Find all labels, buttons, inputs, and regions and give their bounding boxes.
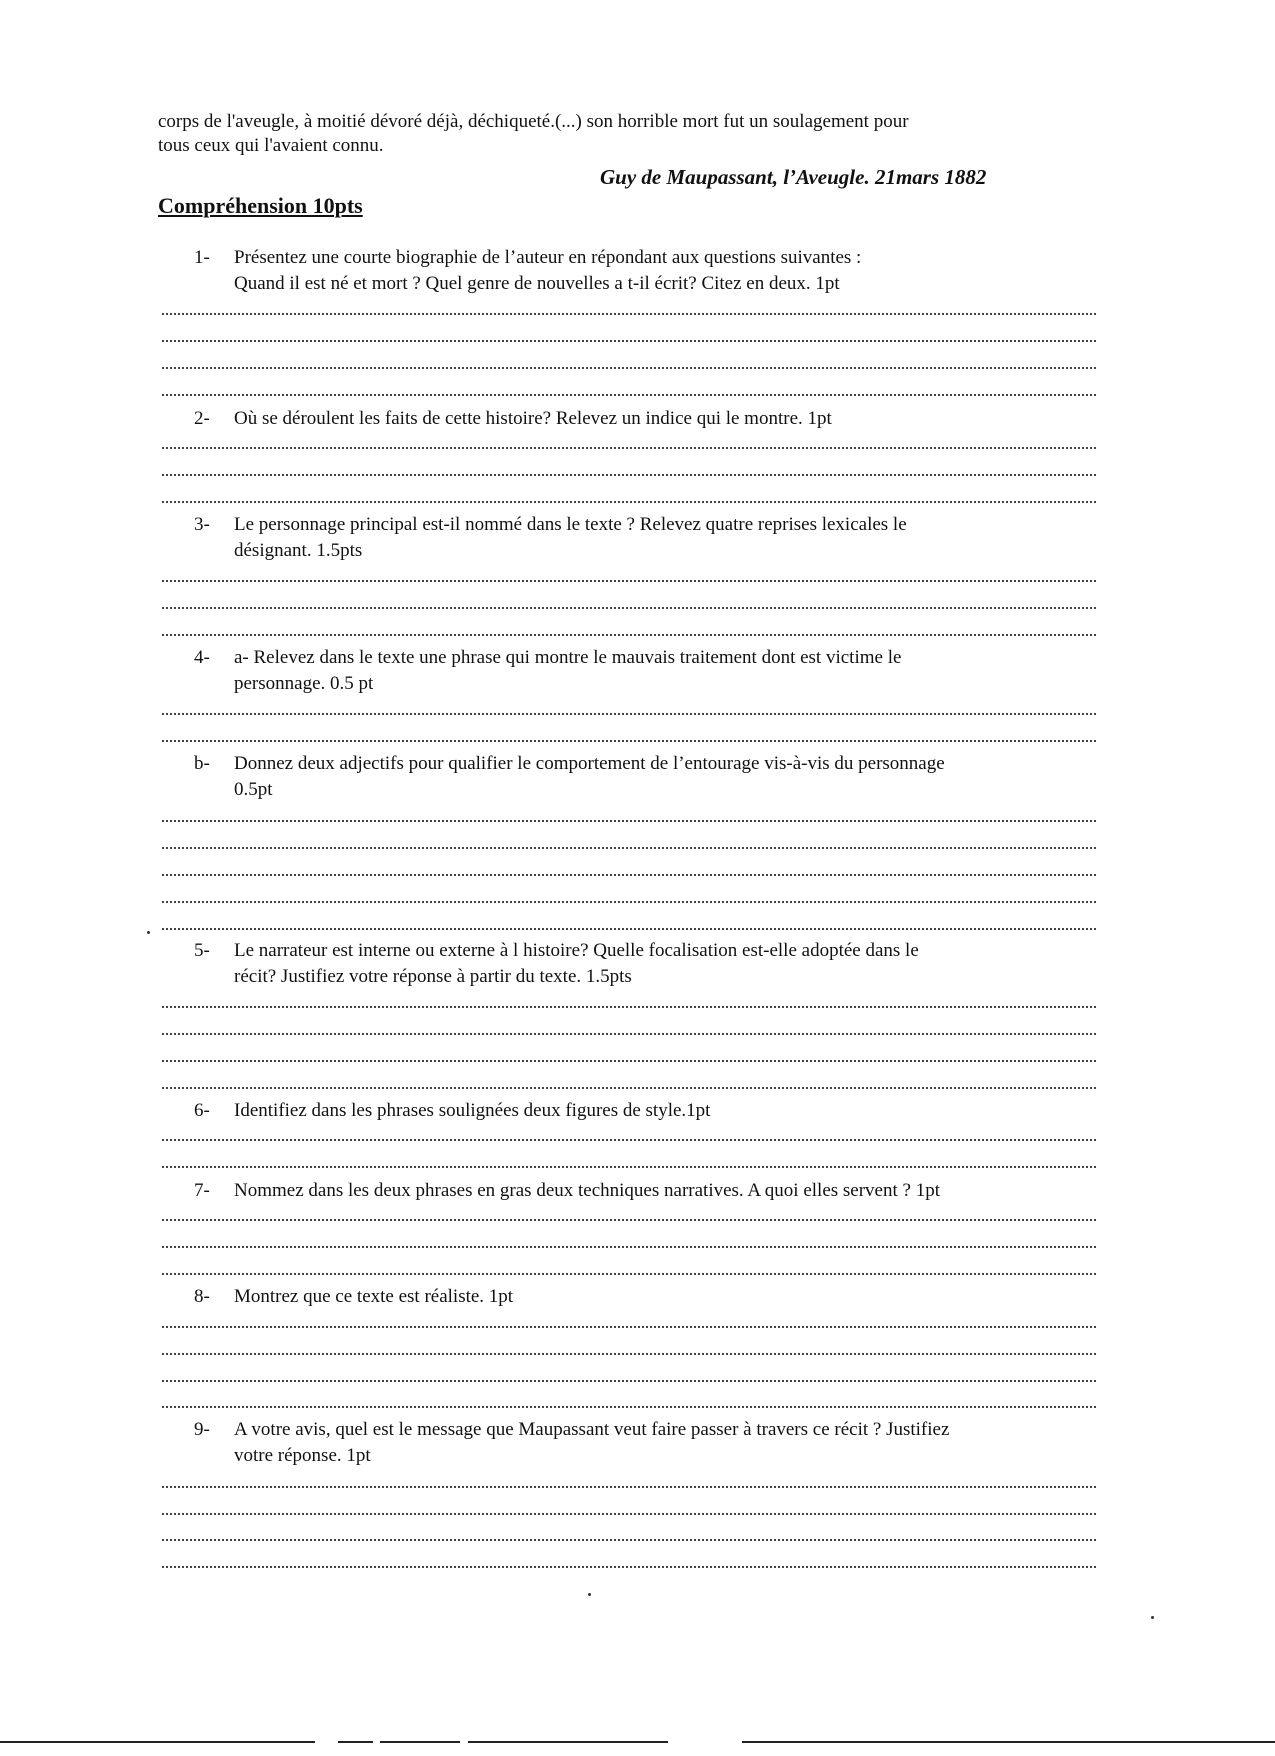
question-line: Présentez une courte biographie de l’auteur en répondant aux questions suivantes : xyxy=(234,247,862,268)
answer-line[interactable] xyxy=(162,607,1096,609)
answer-line[interactable] xyxy=(162,501,1096,503)
question-number: 7- xyxy=(194,1180,210,1201)
answer-line[interactable] xyxy=(162,340,1096,342)
answer-line[interactable] xyxy=(162,394,1096,396)
bottom-rule xyxy=(742,1741,1275,1743)
question-3 xyxy=(194,512,1104,564)
answer-line[interactable] xyxy=(162,1486,1096,1488)
question-9 xyxy=(194,1417,1104,1469)
question-number: 9- xyxy=(194,1419,210,1440)
citation: Guy de Maupassant, l’Aveugle. 21mars 1882 xyxy=(600,165,987,189)
answer-line[interactable] xyxy=(162,1566,1096,1568)
answer-line[interactable] xyxy=(162,1139,1096,1141)
question-line: Quand il est né et mort ? Quel genre de nouvelles a t-il écrit? Citez en deux. 1pt xyxy=(234,273,840,294)
answer-line[interactable] xyxy=(162,713,1096,715)
question-number: 6- xyxy=(194,1100,210,1121)
question-number: b- xyxy=(194,753,210,774)
answer-line[interactable] xyxy=(162,740,1096,742)
answer-line[interactable] xyxy=(162,580,1096,582)
scan-speck xyxy=(147,931,150,934)
question-number: 2- xyxy=(194,408,210,429)
question-line: a- Relevez dans le texte une phrase qui montre le mauvais traitement dont est victime le xyxy=(234,647,902,668)
question-2 xyxy=(194,406,1104,432)
question-number: 8- xyxy=(194,1286,210,1307)
answer-line[interactable] xyxy=(162,1033,1096,1035)
answer-line[interactable] xyxy=(162,1219,1096,1221)
answer-line[interactable] xyxy=(162,1087,1096,1089)
answer-line[interactable] xyxy=(162,1060,1096,1062)
bottom-rule xyxy=(338,1741,373,1743)
answer-line[interactable] xyxy=(162,474,1096,476)
bottom-rule xyxy=(380,1741,460,1743)
question-line: personnage. 0.5 pt xyxy=(234,673,374,694)
answer-line[interactable] xyxy=(162,1353,1096,1355)
answer-line[interactable] xyxy=(162,1326,1096,1328)
answer-line[interactable] xyxy=(162,928,1096,930)
answer-line[interactable] xyxy=(162,901,1096,903)
question-number: 1- xyxy=(194,247,210,268)
question-number: 3- xyxy=(194,514,210,535)
answer-line[interactable] xyxy=(162,634,1096,636)
question-7 xyxy=(194,1178,1104,1204)
answer-line[interactable] xyxy=(162,447,1096,449)
question-number: 4- xyxy=(194,647,210,668)
question-1 xyxy=(194,245,1104,297)
question-line: Identifiez dans les phrases soulignées deux figures de style.1pt xyxy=(234,1100,711,1121)
answer-line[interactable] xyxy=(162,1246,1096,1248)
question-5 xyxy=(194,938,1104,990)
question-8 xyxy=(194,1284,1104,1310)
answer-line[interactable] xyxy=(162,313,1096,315)
question-line: votre réponse. 1pt xyxy=(234,1445,371,1466)
answer-line[interactable] xyxy=(162,1380,1096,1382)
answer-line[interactable] xyxy=(162,1273,1096,1275)
bottom-rule xyxy=(468,1741,668,1743)
question-line: Nommez dans les deux phrases en gras deux techniques narratives. A quoi elles servent ? 1pt xyxy=(234,1180,940,1201)
answer-line[interactable] xyxy=(162,847,1096,849)
scan-speck xyxy=(1151,1616,1154,1619)
question-4a xyxy=(194,645,1104,697)
question-line: A votre avis, quel est le message que Maupassant veut faire passer à travers ce récit ? Justifiez xyxy=(234,1419,950,1440)
question-line: Le narrateur est interne ou externe à l histoire? Quelle focalisation est-elle adoptée dans le xyxy=(234,940,919,961)
answer-line[interactable] xyxy=(162,1513,1096,1515)
intro-text xyxy=(158,110,1088,158)
question-line: Le personnage principal est-il nommé dans le texte ? Relevez quatre reprises lexicales le xyxy=(234,514,907,535)
section-title: Compréhension 10pts xyxy=(158,193,363,218)
scan-speck xyxy=(588,1593,591,1596)
answer-line[interactable] xyxy=(162,1406,1096,1408)
question-line: Montrez que ce texte est réaliste. 1pt xyxy=(234,1286,514,1307)
question-line: récit? Justifiez votre réponse à partir du texte. 1.5pts xyxy=(234,966,632,987)
question-line: Donnez deux adjectifs pour qualifier le comportement de l’entourage vis-à-vis du personnage xyxy=(234,753,945,774)
question-line: 0.5pt xyxy=(234,779,273,800)
bottom-rule xyxy=(0,1741,315,1743)
question-6 xyxy=(194,1098,1104,1124)
answer-line[interactable] xyxy=(162,1166,1096,1168)
question-number: 5- xyxy=(194,940,210,961)
question-line: désignant. 1.5pts xyxy=(234,540,363,561)
question-line: Où se déroulent les faits de cette histoire? Relevez un indice qui le montre. 1pt xyxy=(234,408,832,429)
intro-line: tous ceux qui l'avaient connu. xyxy=(158,135,384,156)
answer-line[interactable] xyxy=(162,874,1096,876)
answer-line[interactable] xyxy=(162,367,1096,369)
answer-line[interactable] xyxy=(162,820,1096,822)
question-4b xyxy=(194,751,1104,803)
answer-line[interactable] xyxy=(162,1539,1096,1541)
intro-line: corps de l'aveugle, à moitié dévoré déjà, déchiqueté.(...) son horrible mort fut un soulagement pour xyxy=(158,111,909,132)
answer-line[interactable] xyxy=(162,1006,1096,1008)
